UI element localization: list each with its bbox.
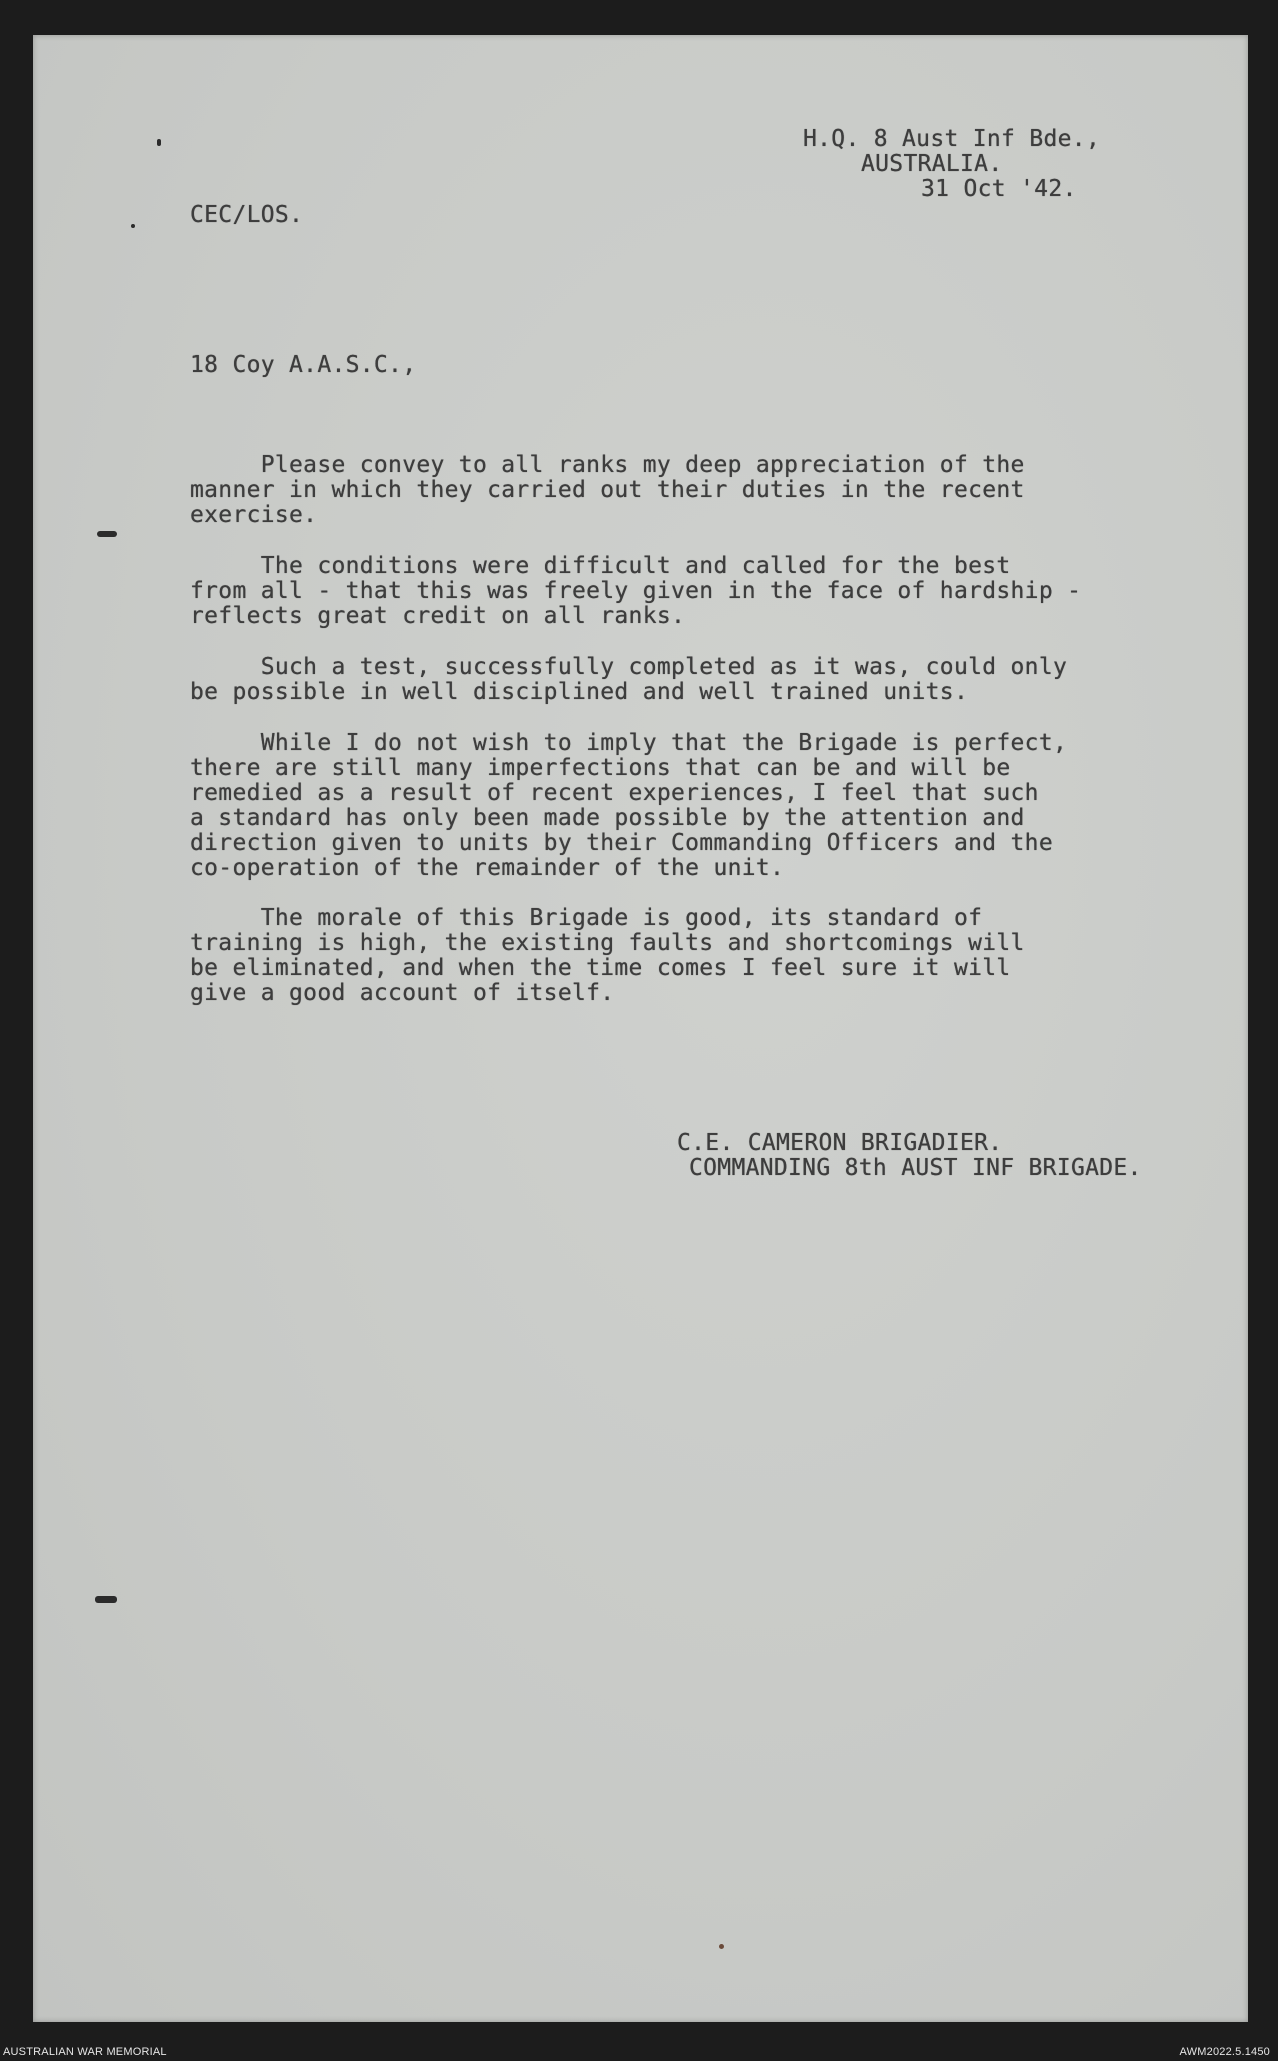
signature-title: COMMANDING 8th AUST INF BRIGADE. xyxy=(689,1155,1142,1181)
paragraph-line: direction given to units by their Commanding Officers and the xyxy=(190,830,1053,856)
paragraph-line: reflects great credit on all ranks. xyxy=(190,603,686,629)
reference-code: CEC/LOS. xyxy=(190,202,304,228)
ink-speck xyxy=(719,1944,724,1949)
hq-address-line-1: H.Q. 8 Aust Inf Bde., xyxy=(803,126,1101,152)
paragraph-2 xyxy=(190,554,1140,629)
document-page xyxy=(33,35,1248,2022)
punch-hole-mark xyxy=(97,531,117,537)
ink-speck xyxy=(131,224,135,228)
paragraph-3 xyxy=(190,655,1140,705)
hq-address-line-2: AUSTRALIA. xyxy=(861,151,1003,177)
paragraph-line: Such a test, successfully completed as it was, could only xyxy=(190,654,1068,680)
addressee: 18 Coy A.A.S.C., xyxy=(190,352,417,378)
ink-speck xyxy=(157,139,161,146)
paragraph-line: there are still many imperfections that can be and will be xyxy=(190,755,1011,781)
signature-name: C.E. CAMERON BRIGADIER. xyxy=(677,1130,1003,1156)
punch-hole-mark xyxy=(95,1596,117,1603)
paragraph-line: The morale of this Brigade is good, its standard of xyxy=(190,905,983,931)
paragraph-line: manner in which they carried out their duties in the recent xyxy=(190,477,1025,503)
paragraph-line: be eliminated, and when the time comes I feel sure it will xyxy=(190,955,1011,981)
paragraph-5 xyxy=(190,906,1140,1006)
paragraph-line: a standard has only been made possible by the attention and xyxy=(190,805,1025,831)
paragraph-line: give a good account of itself. xyxy=(190,980,615,1006)
paragraph-line: be possible in well disciplined and well trained units. xyxy=(190,679,969,705)
paragraph-line: from all - that this was freely given in the face of hardship - xyxy=(190,578,1082,604)
paragraph-line: exercise. xyxy=(190,502,318,528)
paragraph-line: co-operation of the remainder of the unit. xyxy=(190,855,785,881)
paragraph-line: Please convey to all ranks my deep appreciation of the xyxy=(190,452,1025,478)
paragraph-line: training is high, the existing faults and shortcomings will xyxy=(190,930,1025,956)
letter-date: 31 Oct '42. xyxy=(921,176,1077,202)
paragraph-line: While I do not wish to imply that the Brigade is perfect, xyxy=(190,730,1068,756)
paragraph-4 xyxy=(190,731,1140,881)
paragraph-1 xyxy=(190,453,1140,528)
paragraph-line: The conditions were difficult and called for the best xyxy=(190,553,1011,579)
archive-credit: AUSTRALIAN WAR MEMORIAL xyxy=(3,2046,167,2058)
paragraph-line: remedied as a result of recent experiences, I feel that such xyxy=(190,780,1039,806)
archive-accession-number: AWM2022.5.1450 xyxy=(1179,2046,1270,2058)
